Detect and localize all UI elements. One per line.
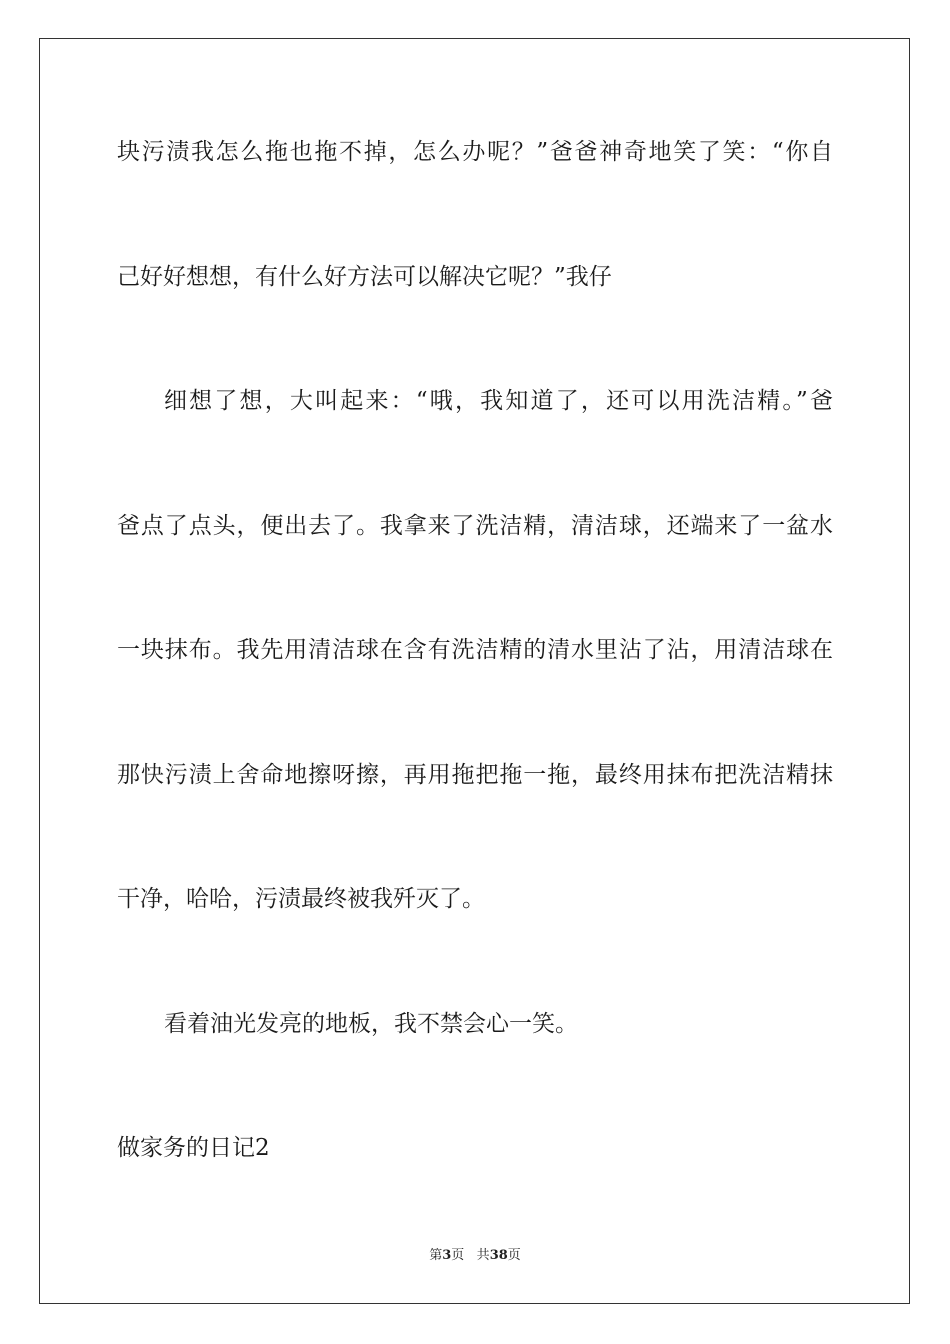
footer-total-prefix: 共 — [476, 1248, 490, 1263]
footer-total-pages: 38 — [489, 1248, 508, 1263]
page-border — [39, 38, 910, 1304]
text-line-7: 干净，哈哈，污渍最终被我歼灭了。 — [117, 886, 485, 912]
text-line-8: 看着油光发亮的地板，我不禁会心一笑。 — [164, 1011, 578, 1037]
text-line-5: 一块抹布。我先用清洁球在含有洗洁精的清水里沾了沾，用清洁球在 — [117, 637, 833, 663]
footer-page-number: 3 — [442, 1248, 452, 1263]
footer-page-suffix: 页 — [451, 1248, 465, 1263]
text-line-3: 细想了想，大叫起来：“哦，我知道了，还可以用洗洁精。”爸 — [164, 388, 833, 414]
text-line-2: 己好好想想，有什么好方法可以解决它呢？”我仔 — [117, 264, 612, 290]
page-footer — [0, 1247, 950, 1265]
text-line-6: 那快污渍上舍命地擦呀擦，再用拖把拖一拖，最终用抹布把洗洁精抹 — [117, 762, 833, 788]
text-line-4: 爸点了点头，便出去了。我拿来了洗洁精，清洁球，还端来了一盆水 — [117, 513, 833, 539]
section-heading: 做家务的日记2 — [117, 1135, 270, 1161]
footer-total-suffix: 页 — [507, 1248, 521, 1263]
text-line-1: 块污渍我怎么拖也拖不掉，怎么办呢？”爸爸神奇地笑了笑：“你自 — [117, 139, 833, 165]
footer-page-prefix: 第 — [429, 1248, 443, 1263]
